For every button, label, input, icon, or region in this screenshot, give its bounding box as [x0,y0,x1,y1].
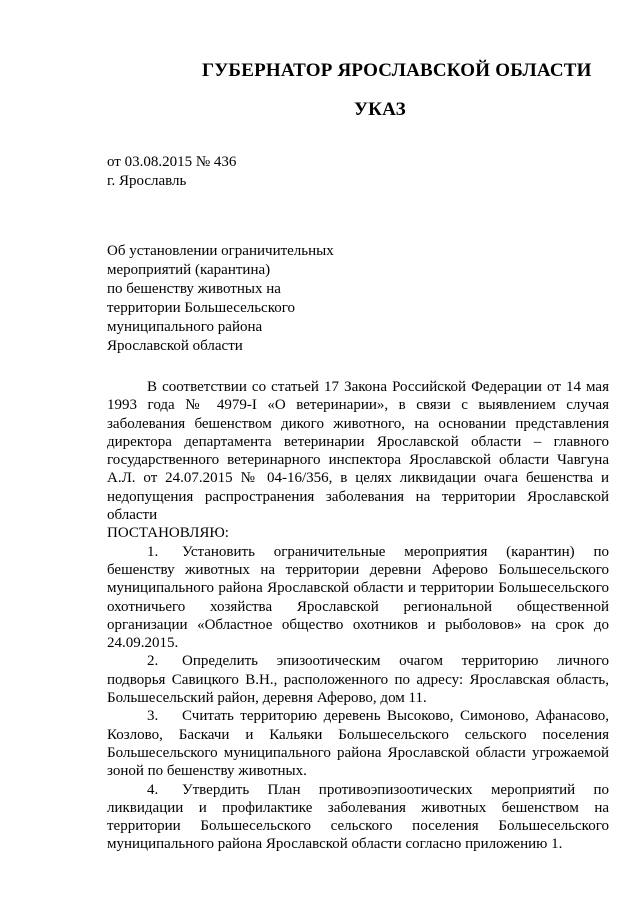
document-type: УКАЗ [354,99,406,120]
item-number: 1. [147,543,159,560]
item-text: Утвердить План противоэпизоотических мероприятий по ликвидации и профилактике заболевания животных бешенством на территории Большесельского сельского поселения Большесельского муниципального района Ярославской области согласно приложению 1. [107,781,609,853]
list-item [107,652,609,707]
subject-line: Об установлении ограничительных [107,243,334,259]
subject-line: мероприятий (карантина) [107,262,271,278]
item-number: 3. [147,708,159,725]
list-item [107,543,609,653]
document-body [107,378,609,854]
list-item [107,781,609,854]
subject-line: Ярославской области [107,338,243,354]
item-number: 4. [147,781,159,798]
item-text: Установить ограничительные мероприятия (карантин) по бешенству животных на территории деревни Аферово Большесельского муниципального района Ярославской области и территории Большесельского охотничьего хозяйства Ярославской региональной общественной организации «Областное общество охотников и рыболовов» на срок до 24.09.2015. [107,543,609,652]
list-item [107,707,609,780]
subject-line: муниципального района [107,319,263,335]
document-date-number: от 03.08.2015 № 436 [107,154,237,170]
item-text: Считать территорию деревень Высоково, Симоново, Афанасово, Козлово, Баскачи и Кальяки Большесельского сельского поселения Большесельского муниципального района Ярославской области угрожаемой зоной по бешенству животных. [107,708,609,780]
preamble-paragraph: В соответствии со статьей 17 Закона Российской Федерации от 14 мая 1993 года № 4979-I «О ветеринарии», в связи с выявлением случая заболевания бешенством дикого животного, на основании представления директора департамента ветеринарии Ярославской области – главного государственного ветеринарного инспектора Ярославской области Чавгуна А.Л. от 24.07.2015 № 04-16/356, в целях ликвидации очага бешенства и недопущения распространения заболевания на территории Ярославской области [107,379,609,524]
decree-word: ПОСТАНОВЛЯЮ: [107,525,229,542]
document-city: г. Ярославль [107,173,187,189]
item-number: 2. [147,653,159,670]
subject-line: по бешенству животных на [107,281,281,297]
item-text: Определить эпизоотическим очагом территорию личного подворья Савицкого В.Н., расположенного по адресу: Ярославская область, Большесельский район, деревня Аферово, дом 11. [107,653,609,707]
subject-line: территории Большесельского [107,300,296,316]
document-header-title: ГУБЕРНАТОР ЯРОСЛАВСКОЙ ОБЛАСТИ [202,60,592,81]
